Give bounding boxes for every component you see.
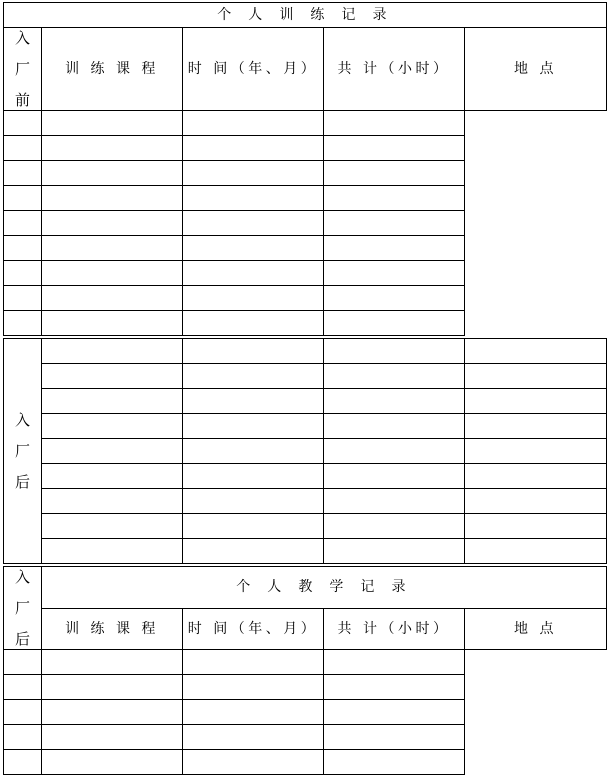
location-cell[interactable] — [465, 489, 607, 514]
table-row — [4, 489, 607, 514]
course-cell[interactable] — [42, 389, 183, 414]
total-hours-cell[interactable] — [324, 439, 465, 464]
side-label-char: 厂 — [14, 599, 30, 617]
course-cell[interactable] — [4, 186, 42, 211]
total-hours-cell[interactable] — [183, 161, 324, 186]
total-hours-cell[interactable] — [324, 464, 465, 489]
location-cell[interactable] — [465, 439, 607, 464]
time-cell[interactable] — [42, 750, 183, 775]
after-entry-side-label — [4, 339, 42, 564]
time-cell[interactable] — [42, 650, 183, 675]
table-row — [4, 261, 607, 286]
location-cell[interactable] — [324, 700, 465, 725]
location-cell[interactable] — [324, 750, 465, 775]
total-hours-cell[interactable] — [324, 489, 465, 514]
teaching-header-row — [4, 608, 607, 650]
course-cell[interactable] — [42, 414, 183, 439]
course-cell[interactable] — [42, 364, 183, 389]
total-hours-cell[interactable] — [183, 700, 324, 725]
total-hours-cell[interactable] — [324, 364, 465, 389]
location-cell[interactable] — [324, 236, 465, 261]
total-hours-cell[interactable] — [183, 211, 324, 236]
total-hours-cell[interactable] — [183, 286, 324, 311]
teaching-record-section — [3, 566, 607, 775]
table-row — [4, 414, 607, 439]
total-hours-cell[interactable] — [183, 725, 324, 750]
table-row — [4, 211, 607, 236]
location-cell[interactable] — [465, 414, 607, 439]
header-course: 训 练 课 程 — [42, 28, 183, 111]
total-hours-cell[interactable] — [324, 414, 465, 439]
table-row — [4, 111, 607, 136]
location-cell[interactable] — [324, 211, 465, 236]
table-row — [4, 750, 607, 775]
location-cell[interactable] — [324, 650, 465, 675]
table-row — [4, 439, 607, 464]
total-hours-cell[interactable] — [324, 389, 465, 414]
location-cell[interactable] — [324, 725, 465, 750]
table-row — [4, 136, 607, 161]
course-cell[interactable] — [4, 111, 42, 136]
time-cell[interactable] — [183, 339, 324, 364]
location-cell[interactable] — [324, 111, 465, 136]
total-hours-cell[interactable] — [183, 236, 324, 261]
time-cell[interactable] — [42, 161, 183, 186]
total-hours-cell[interactable] — [183, 650, 324, 675]
location-cell[interactable] — [324, 311, 465, 336]
side-label-char: 入 — [14, 29, 30, 47]
course-cell[interactable] — [4, 136, 42, 161]
course-cell[interactable] — [4, 161, 42, 186]
course-cell[interactable] — [42, 514, 183, 539]
header-time: 时 间（年、月） — [183, 608, 324, 650]
course-cell[interactable] — [4, 211, 42, 236]
time-cell[interactable] — [42, 186, 183, 211]
time-cell[interactable] — [42, 111, 183, 136]
table-row — [4, 675, 607, 700]
time-cell[interactable] — [42, 236, 183, 261]
time-cell[interactable] — [42, 261, 183, 286]
time-cell[interactable] — [42, 211, 183, 236]
header-location: 地 点 — [465, 28, 607, 111]
before-entry-side-label — [4, 28, 42, 111]
total-hours-cell[interactable] — [324, 514, 465, 539]
training-record-title: 个 人 训 练 记 录 — [4, 3, 607, 28]
teaching-after-entry-side-label — [4, 567, 42, 650]
time-cell[interactable] — [183, 414, 324, 439]
location-cell[interactable] — [324, 136, 465, 161]
total-hours-cell[interactable] — [324, 539, 465, 564]
table-row — [4, 389, 607, 414]
course-cell[interactable] — [42, 439, 183, 464]
side-label-char: 后 — [14, 473, 30, 491]
header-location: 地 点 — [465, 608, 607, 650]
location-cell[interactable] — [324, 675, 465, 700]
header-course: 训 练 课 程 — [42, 608, 183, 650]
time-cell[interactable] — [183, 539, 324, 564]
training-title-row — [4, 3, 607, 28]
time-cell[interactable] — [183, 364, 324, 389]
total-hours-cell[interactable] — [183, 111, 324, 136]
side-label-char: 入 — [14, 411, 30, 429]
course-cell[interactable] — [42, 539, 183, 564]
course-cell[interactable] — [42, 489, 183, 514]
location-cell[interactable] — [324, 186, 465, 211]
time-cell[interactable] — [42, 311, 183, 336]
total-hours-cell[interactable] — [183, 136, 324, 161]
table-row — [4, 311, 607, 336]
course-cell[interactable] — [4, 286, 42, 311]
table-row — [4, 236, 607, 261]
header-time: 时 间（年、月） — [183, 28, 324, 111]
table-row — [4, 700, 607, 725]
time-cell[interactable] — [42, 286, 183, 311]
record-form — [3, 2, 606, 775]
location-cell[interactable] — [465, 389, 607, 414]
location-cell[interactable] — [465, 514, 607, 539]
location-cell[interactable] — [465, 364, 607, 389]
time-cell[interactable] — [183, 439, 324, 464]
time-cell[interactable] — [42, 675, 183, 700]
course-cell[interactable] — [4, 675, 42, 700]
table-row — [4, 339, 607, 364]
training-record-before-section — [3, 2, 607, 336]
course-cell[interactable] — [4, 750, 42, 775]
side-label-char: 厂 — [14, 60, 30, 78]
course-cell[interactable] — [4, 311, 42, 336]
training-header-row — [4, 28, 607, 111]
time-cell[interactable] — [183, 464, 324, 489]
location-cell[interactable] — [324, 261, 465, 286]
time-cell[interactable] — [183, 514, 324, 539]
side-label-char: 后 — [14, 630, 30, 648]
course-cell[interactable] — [4, 261, 42, 286]
total-hours-cell[interactable] — [324, 339, 465, 364]
time-cell[interactable] — [183, 489, 324, 514]
course-cell[interactable] — [4, 725, 42, 750]
teaching-record-title: 个 人 教 学 记 录 — [42, 567, 607, 609]
table-row — [4, 514, 607, 539]
table-row — [4, 539, 607, 564]
table-row — [4, 186, 607, 211]
total-hours-cell[interactable] — [183, 750, 324, 775]
side-label-char: 入 — [14, 568, 30, 586]
side-label-char: 厂 — [14, 442, 30, 460]
side-label-char: 前 — [14, 91, 30, 109]
course-cell[interactable] — [42, 464, 183, 489]
table-row — [4, 725, 607, 750]
total-hours-cell[interactable] — [183, 675, 324, 700]
location-cell[interactable] — [324, 161, 465, 186]
table-row — [4, 650, 607, 675]
table-row — [4, 464, 607, 489]
time-cell[interactable] — [42, 725, 183, 750]
location-cell[interactable] — [465, 464, 607, 489]
time-cell[interactable] — [183, 389, 324, 414]
total-hours-cell[interactable] — [183, 311, 324, 336]
header-total-hours: 共 计（小时） — [324, 608, 465, 650]
total-hours-cell[interactable] — [183, 261, 324, 286]
time-cell[interactable] — [42, 136, 183, 161]
total-hours-cell[interactable] — [183, 186, 324, 211]
course-cell[interactable] — [4, 700, 42, 725]
location-cell[interactable] — [465, 339, 607, 364]
table-row — [4, 161, 607, 186]
header-total-hours: 共 计（小时） — [324, 28, 465, 111]
location-cell[interactable] — [465, 539, 607, 564]
time-cell[interactable] — [42, 700, 183, 725]
course-cell[interactable] — [4, 650, 42, 675]
location-cell[interactable] — [324, 286, 465, 311]
teaching-title-row — [4, 567, 607, 609]
course-cell[interactable] — [4, 236, 42, 261]
training-record-after-section — [3, 338, 607, 564]
table-row — [4, 364, 607, 389]
course-cell[interactable] — [42, 339, 183, 364]
table-row — [4, 286, 607, 311]
